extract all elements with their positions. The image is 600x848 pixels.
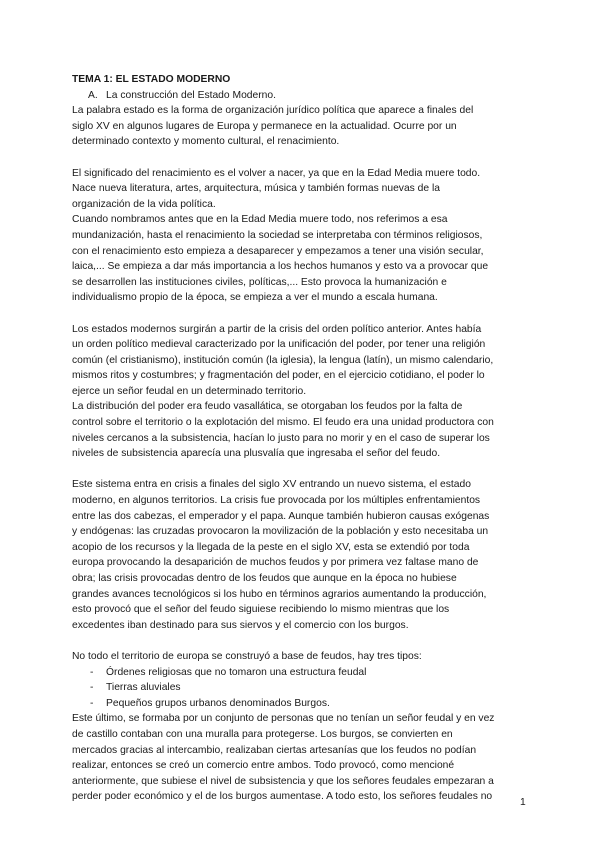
paragraph-5	[72, 711, 530, 805]
list-dash: -	[90, 666, 94, 678]
text-line: Cuando nombramos antes que en la Edad Media muere todo, nos referimos a esa	[72, 214, 448, 226]
list-item-text: Tierras aluviales	[106, 682, 181, 694]
list-item	[72, 696, 530, 712]
text-line: La distribución del poder era feudo vasallática, se otorgaban los feudos por la falta de	[72, 401, 463, 413]
text-line: determinado contexto y momento cultural, el renacimiento.	[72, 136, 340, 148]
page-number: 1	[520, 797, 526, 808]
feudal-types-list	[72, 665, 530, 712]
text-line: mundanización, hasta el renacimiento la sociedad se interpretaba con términos religiosos,	[72, 229, 483, 241]
text-line: se desarrollen las instituciones civiles, políticas,... Esto provoca la humanización e	[72, 276, 447, 288]
list-item-text: Pequeños grupos urbanos denominados Burgos.	[106, 697, 330, 709]
text-line: perder poder económico y el de los burgos aumentase. A todo esto, los señores feudales no	[72, 791, 493, 803]
paragraph-4	[72, 477, 530, 633]
text-line: niveles de subsistencia aparecía una plusvalía que ingresaba el señor del feudo.	[72, 448, 441, 460]
text-line: laica,... Se empieza a dar más importancia a los hechos humanos y esto va a provocar que	[72, 261, 489, 273]
text-line: de castillo contaban con una muralla para protegerse. Los burgos, se convierten en	[72, 728, 453, 740]
subheading-text: La construcción del Estado Moderno.	[106, 89, 276, 101]
paragraph-2	[72, 166, 530, 306]
text-line: un orden político medieval caracterizado por la unificación del poder, por tener una religión	[72, 339, 486, 351]
text-line: acopio de los recursos y la llegada de la peste en el siglo XV, esta se extendió por toda	[72, 541, 470, 553]
document-body	[72, 72, 530, 805]
text-line: con el renacimiento esto empieza a desaparecer y empezamos a tener una visión secular,	[72, 245, 484, 257]
text-line: individualismo propio de la época, se empieza a ver el mundo a escala humana.	[72, 292, 438, 304]
text-line: mercados gracias al intercambio, realizaban ciertas artesanías que los feudos no podían	[72, 744, 477, 756]
text-line: anteriormente, que subiese el nivel de subsistencia y que los señores feudales empezaran a	[72, 775, 494, 787]
text-line: y endógenas: las cruzadas provocaron la movilización de la población y esto necesitaba un	[72, 526, 489, 538]
list-item	[72, 680, 530, 696]
text-line: control sobre el territorio o la explotación del mismo. El feudo era una unidad productora con	[72, 417, 494, 429]
text-line: niveles cercanos a la subsistencia, hacían lo justo para no morir y en el caso de superar los	[72, 432, 490, 444]
paragraph-1	[72, 103, 530, 150]
text-line: Este sistema entra en crisis a finales del siglo XV entrando un nuevo sistema, el estado	[72, 479, 471, 491]
section-subheading	[88, 88, 530, 104]
text-line: Nace nueva literatura, artes, arquitectura, música y también formas nuevas de la	[72, 183, 441, 195]
text-line: El significado del renacimiento es el volver a nacer, ya que en la Edad Media muere todo.	[72, 167, 481, 179]
text-line: siglo XV en algunos lugares de Europa y permanece en la actualidad. Ocurre por un	[72, 120, 457, 132]
text-line: La palabra estado es la forma de organización jurídico política que aparece a finales del	[72, 105, 474, 117]
list-dash: -	[90, 682, 94, 694]
list-intro: No todo el territorio de europa se construyó a base de feudos, hay tres tipos:	[72, 650, 422, 662]
text-line: grandes avances tecnológicos si los hubo en términos agrarios aumentando la producción,	[72, 588, 487, 600]
text-line: entre las dos cabezas, el emperador y el papa. Aunque también hubieron causas exógenas	[72, 510, 490, 522]
text-line: realizar, entonces se creó un comercio entre ambos. Todo provocó, como mencioné	[72, 760, 455, 772]
text-line: ejerce un señor feudal en un determinado territorio.	[72, 385, 307, 397]
list-item	[72, 665, 530, 681]
list-item-text: Órdenes religiosas que no tomaron una estructura feudal	[106, 666, 367, 678]
text-line: esto provocó que el señor del feudo siguiese recibiendo lo mismo mientras que los	[72, 604, 450, 616]
list-dash: -	[90, 697, 94, 709]
text-line: organización de la vida política.	[72, 198, 216, 210]
paragraph-3	[72, 322, 530, 462]
text-line: Los estados modernos surgirán a partir de la crisis del orden político anterior. Antes había	[72, 323, 482, 335]
document-title: TEMA 1: EL ESTADO MODERNO	[72, 74, 231, 85]
text-line: obra; las crisis provocadas dentro de los feudos que aunque en la época no hubiese	[72, 573, 457, 584]
text-line: moderno, en algunos territorios. La crisis fue provocada por los múltiples enfrentamientos	[72, 495, 481, 507]
text-line: común (el cristianismo), institución común (la iglesia), la lengua (latín), un mismo calendario,	[72, 354, 494, 366]
text-line: europa provocando la desaparición de muchos feudos y por primera vez faltase mano de	[72, 557, 479, 569]
text-line: excedentes iban destinado para sus siervos y el comercio con los burgos.	[72, 619, 409, 631]
subheading-marker: A.	[88, 89, 98, 101]
text-line: mismos ritos y costumbres; y fragmentación del poder, en el ejercicio cotidiano, el poder lo	[72, 370, 485, 382]
text-line: Este último, se formaba por un conjunto de personas que no tenían un señor feudal y en vez	[72, 713, 495, 725]
